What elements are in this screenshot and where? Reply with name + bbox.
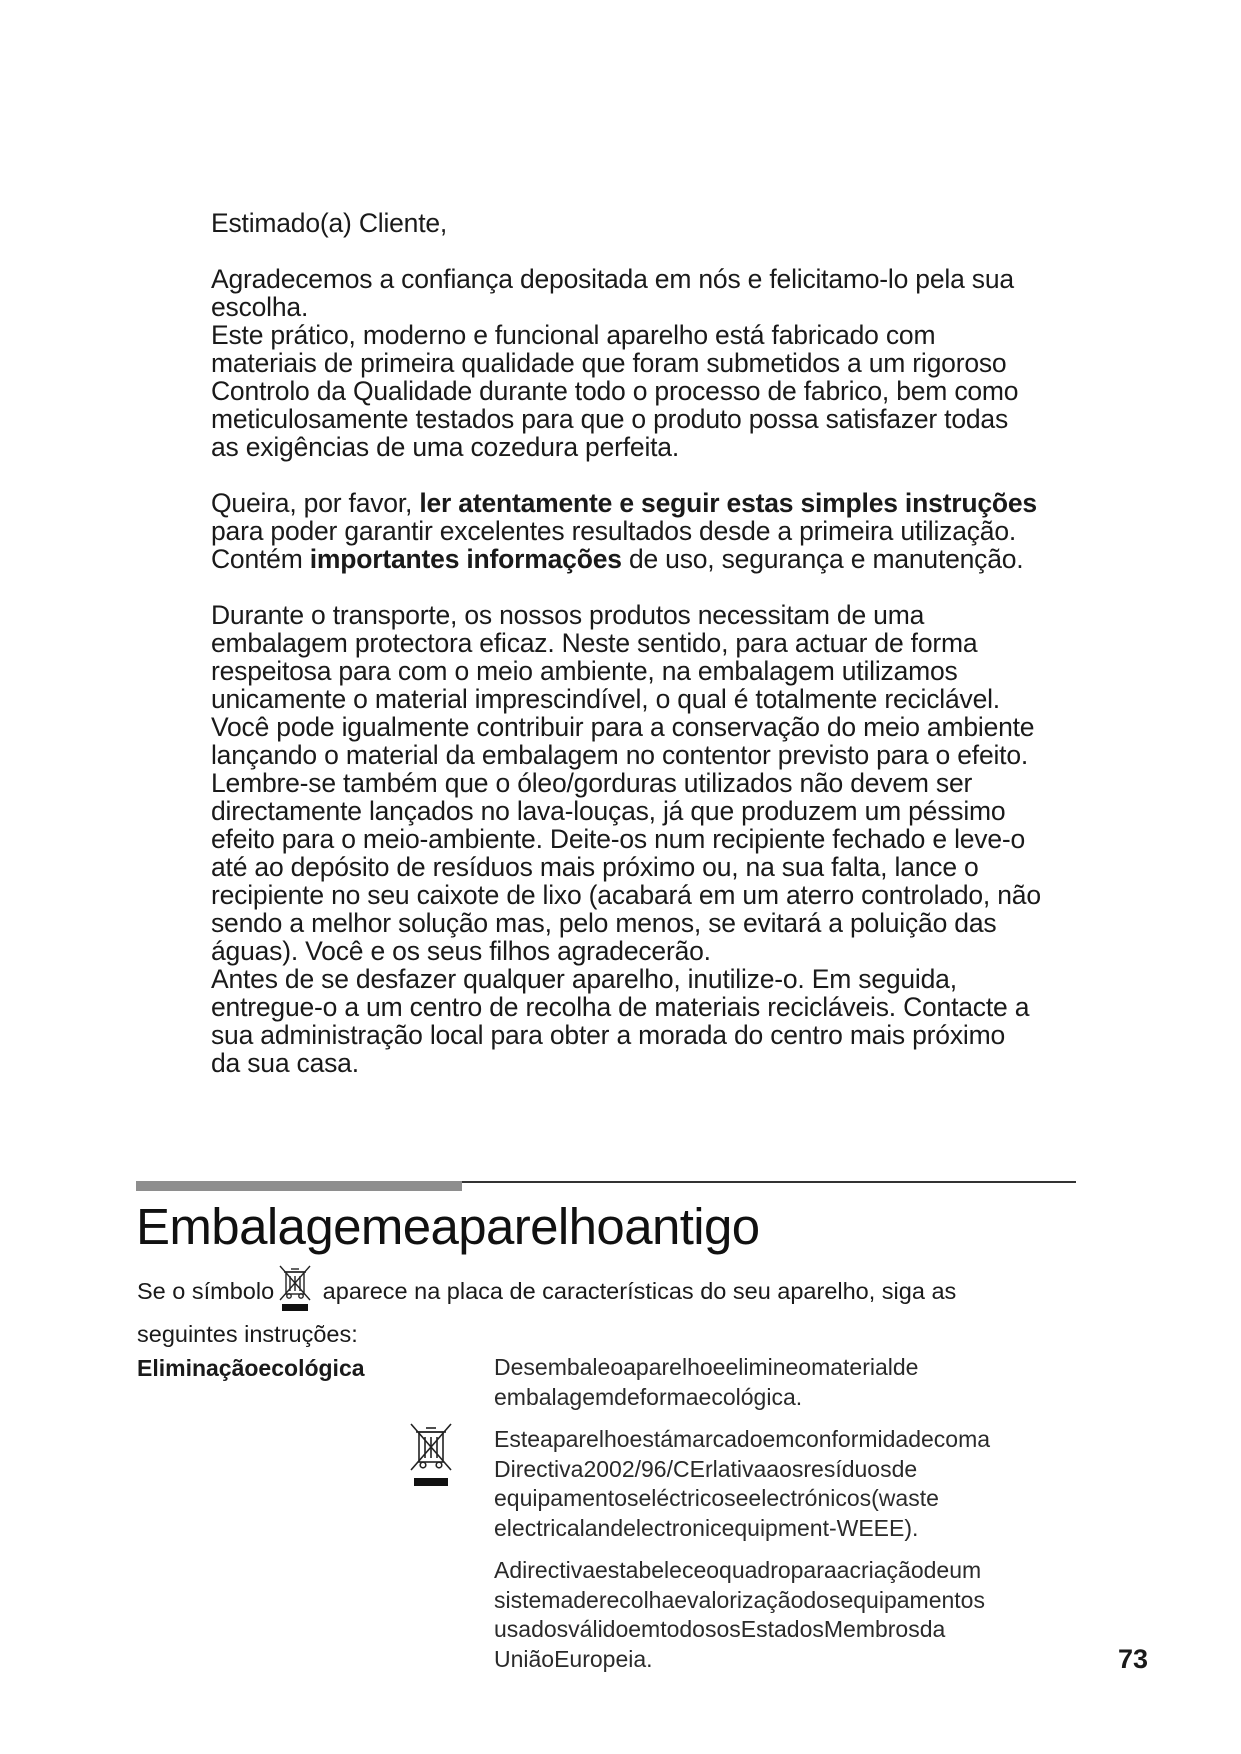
greeting: Estimado(a) Cliente,: [211, 208, 448, 238]
intro-letter: [211, 209, 1041, 1077]
paragraph-weee-marking: Esteaparelhoestámarcadoemconformidadecoma Directiva2002/96/CErlativaaosresíduosde equipamentoseléctricoseelectrónicos(waste electricalandelectronicequipment-WEEE).: [494, 1426, 991, 1541]
paragraph-unpack: Desembaleoaparelhoeelimineomaterialde embalagemdeformaecológica.: [494, 1354, 919, 1410]
intro-paragraph-packaging: Durante o transporte, os nossos produtos necessitam de uma embalagem protectora eficaz. Neste sentido, para actuar de forma respeitosa para com o meio ambiente, na embalagem utilizamos unicamente o material imprescindível, o qual é totalmente reciclável. Você pode igualmente contribuir para a conservação do meio ambiente lançando o material da embalagem no contentor previsto para o efeito.: [211, 600, 1035, 770]
intro-paragraph-disposal: Antes de se desfazer qualquer aparelho, inutilize-o. Em seguida, entregue-o a um centro de recolha de materiais recicláveis. Contacte a sua administração local para obter a morada do centro mais próximo da sua casa.: [211, 964, 1030, 1078]
intro-paragraph-oil: Lembre-se também que o óleo/gorduras utilizados não devem ser directamente lançados no lava-louças, já que produzem um péssimo efeito para o meio-ambiente. Deite-os num recipiente fechado e leve-o até ao depósito de resíduos mais próximo ou, na sua falta, lance o recipiente no seu caixote de lixo (acabará em um aterro controlado, não sendo a melhor solução mas, pelo menos, se evitará a poluição das águas). Você e os seus filhos agradecerão.: [211, 768, 1041, 966]
crossed-out-wheelie-bin-icon: [276, 1263, 314, 1313]
crossed-out-wheelie-bin-icon: [406, 1420, 456, 1490]
intro-paragraph-instructions: Queira, por favor, ler atentamente e seguir estas simples instruções para poder garantir excelentes resultados desde a primeira utilização. Contém importantes informações de uso, segurança e manutenção.: [211, 488, 1037, 574]
emphasis-read-instructions: ler atentamente e seguir estas simples instruções: [419, 488, 1037, 518]
intro-paragraph-quality: Este prático, moderno e funcional aparelho está fabricado com materiais de primeira qualidade que foram submetidos a um rigoroso Controlo da Qualidade durante todo o processo de fabrico, bem como meticulosamente testados para que o produto possa satisfazer todas as exigências de uma cozedura perfeita.: [211, 320, 1019, 462]
intro-paragraph-thanks: Agradecemos a confiança depositada em nós e felicitamo-lo pela sua escolha.: [211, 264, 1014, 322]
symbol-instruction: Se o símbolo aparece na placa de características do seu aparelho, siga as seguintes instruções:: [137, 1263, 1137, 1356]
section-title: Embalagemeaparelhoantigo: [136, 1198, 760, 1255]
section-divider-accent: [136, 1181, 462, 1191]
emphasis-important-info: importantes informações: [309, 544, 622, 574]
page-number: 73: [1118, 1644, 1149, 1674]
paragraph-directive: Adirectivaestabeleceoquadroparaacriaçãodeum sistemaderecolhaevalorizaçãodosequipamentos usadosválidoemtodososEstadosMembrosda UniãoEuropeia.: [494, 1557, 985, 1672]
eco-disposal-text: [494, 1353, 1054, 1687]
subhead-eco-disposal: Eliminaçãoecológica: [137, 1355, 365, 1381]
